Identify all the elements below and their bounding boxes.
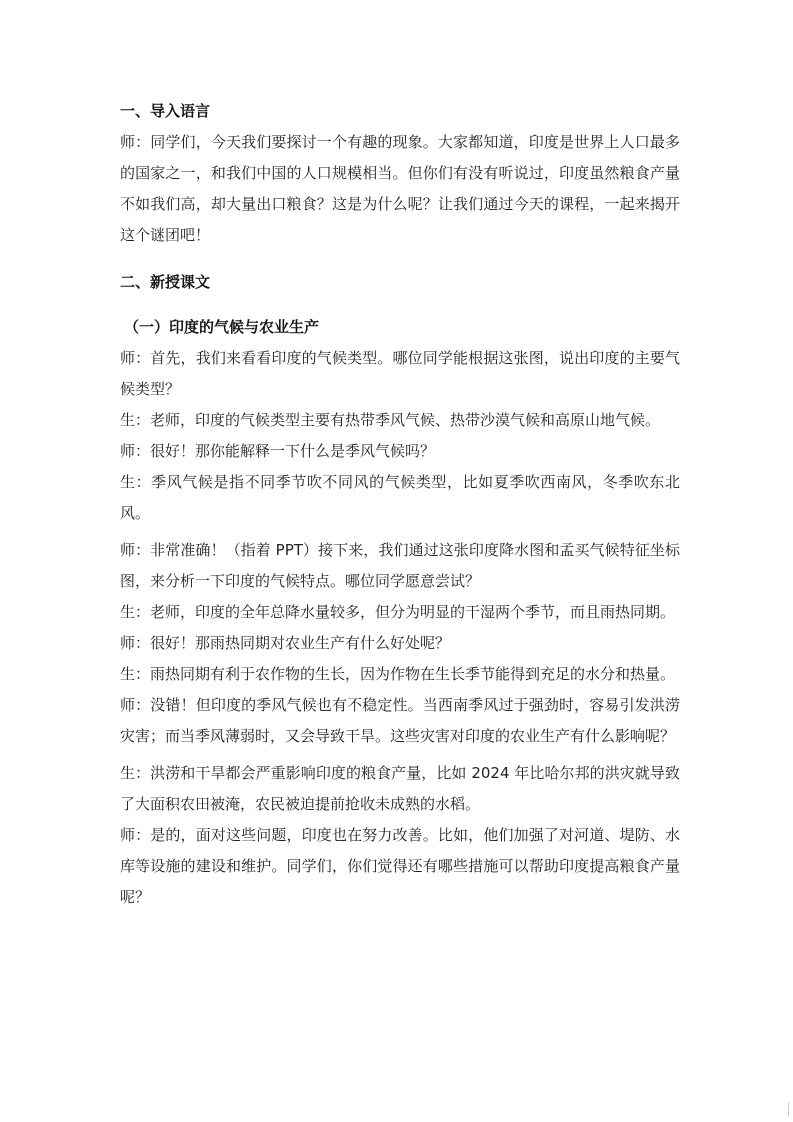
dialogue-line: 师：非常准确！（指着 PPT）接下来，我们通过这张印度降水图和孟买气候特征坐标图，来分析一下印度的气候特点。哪位同学愿意尝试？ bbox=[120, 541, 680, 590]
section-heading-new-lesson: 二、新授课文 bbox=[120, 273, 211, 291]
dialogue-line: 师：很好！那雨热同期对农业生产有什么好处呢？ bbox=[120, 634, 451, 652]
section-heading-intro: 一、导入语言 bbox=[120, 102, 211, 120]
intro-paragraph: 师：同学们，今天我们要探讨一个有趣的现象。大家都知道，印度是世界上人口最多的国家之一，和我们中国的人口规模相当。但你们有没有听说过，印度虽然粮食产量不如我们高，却大量出口粮食？这是为什么呢？让我们通过今天的课程，一起来揭开这个谜团吧！ bbox=[120, 133, 680, 244]
dialogue-line: 师：首先，我们来看看印度的气候类型。哪位同学能根据这张图，说出印度的主要气候类型？ bbox=[120, 349, 680, 398]
dialogue-line: 师：很好！那你能解释一下什么是季风气候吗？ bbox=[120, 442, 436, 460]
subsection-heading-climate: （一）印度的气候与农业生产 bbox=[124, 318, 320, 336]
dialogue-line: 生：洪涝和干旱都会严重影响印度的粮食产量，比如 2024 年比哈尔邦的洪灾就导致了大面积农田被淹，农民被迫提前抢收未成熟的水稻。 bbox=[120, 764, 680, 813]
dialogue-line: 生：老师，印度的全年总降水量较多，但分为明显的干湿两个季节，而且雨热同期。 bbox=[120, 603, 676, 621]
dialogue-line: 师：是的，面对这些问题，印度也在努力改善。比如，他们加强了对河道、堤防、水库等设施的建设和维护。同学们，你们觉得还有哪些措施可以帮助印度提高粮食产量呢？ bbox=[120, 826, 680, 906]
document-page bbox=[120, 96, 680, 913]
page-edge-mark bbox=[788, 1102, 789, 1116]
dialogue-line: 生：季风气候是指不同季节吹不同风的气候类型，比如夏季吹西南风，冬季吹东北风。 bbox=[120, 473, 680, 522]
dialogue-line: 生：老师，印度的气候类型主要有热带季风气候、热带沙漠气候和高原山地气候。 bbox=[120, 411, 661, 429]
dialogue-line: 师：没错！但印度的季风气候也有不稳定性。当西南季风过于强劲时，容易引发洪涝灾害；而当季风薄弱时，又会导致干旱。这些灾害对印度的农业生产有什么影响呢？ bbox=[120, 696, 680, 745]
dialogue-line: 生：雨热同期有利于农作物的生长，因为作物在生长季节能得到充足的水分和热量。 bbox=[120, 665, 676, 683]
